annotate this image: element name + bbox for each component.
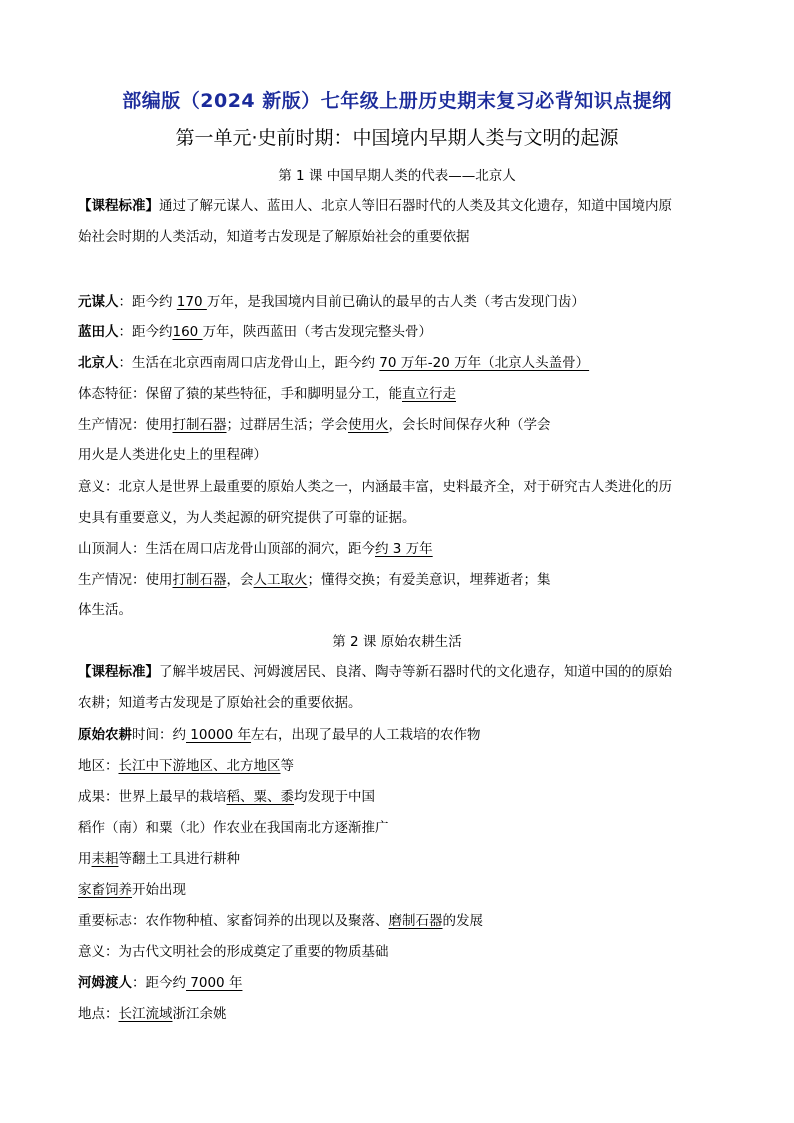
yuanmou-line xyxy=(78,290,585,310)
text: 浙江余姚 xyxy=(172,1006,227,1022)
tools-line xyxy=(78,847,240,867)
text: 重要标志：农作物种植、家畜饲养的出现以及聚落、 xyxy=(78,913,389,929)
text: ：生活在北京西南周口店龙骨山上，距今约 xyxy=(118,355,380,371)
standard-label: 【课程标准】 xyxy=(78,664,159,680)
standard-text: 通过了解元谋人、蓝田人、北京人等旧石器时代的人类及其文化遗存，知道中国境内原 xyxy=(159,198,672,214)
text: 开始出现 xyxy=(132,882,186,898)
text: 成果：世界上最早的栽培 xyxy=(78,789,227,805)
text: 时间：约 xyxy=(132,727,186,743)
farming-line xyxy=(78,723,481,743)
production-line-2-cont: 体生活。 xyxy=(78,602,132,618)
text: ：距今约 xyxy=(118,324,173,340)
text: 地点： xyxy=(78,1006,119,1022)
beijing-label: 北京人 xyxy=(78,355,119,371)
key-point: 约 3 万年 xyxy=(375,541,433,557)
text: 体态特征：保留了猿的某些特征，手和脚明显分工，能 xyxy=(78,386,402,402)
place-line xyxy=(78,1002,227,1022)
text: 地区： xyxy=(78,758,119,774)
standard-label: 【课程标准】 xyxy=(78,198,159,214)
standard-text: 了解半坡居民、河姆渡居民、良渚、陶寺等新石器时代的文化遗存，知道中国的的原始 xyxy=(159,664,672,680)
unit-heading: 第一单元·史前时期：中国境内早期人类与文明的起源 xyxy=(175,127,619,149)
key-point: 磨制石器 xyxy=(388,913,443,929)
key-point: 稻、粟、黍 xyxy=(226,789,294,805)
livestock-line xyxy=(78,878,186,898)
text: 生产情况：使用 xyxy=(78,572,173,588)
text: 等 xyxy=(280,758,294,774)
key-point: 耒耜 xyxy=(91,851,119,867)
text: 的发展 xyxy=(442,913,483,929)
lesson-2-standard-line-2: 农耕；知道考古发现是了原始社会的重要依据。 xyxy=(78,695,362,711)
region-line xyxy=(78,754,294,774)
key-point: 长江中下游地区、北方地区 xyxy=(118,758,281,774)
production-line-2 xyxy=(78,568,551,588)
meaning-line-2: 史具有重要意义，为人类起源的研究提供了可靠的证据。 xyxy=(78,510,416,526)
text: 用 xyxy=(78,851,92,867)
text: 万年，是我国境内目前已确认的最早的古人类（考古发现门齿） xyxy=(206,294,585,310)
meaning-line: 意义：为古代文明社会的形成奠定了重要的物质基础 xyxy=(78,944,389,960)
key-point: 使用火 xyxy=(348,417,389,433)
lesson-1-heading: 第 1 课 中国早期人类的代表——北京人 xyxy=(278,168,516,184)
sign-line xyxy=(78,909,483,929)
key-point: 10000 年 xyxy=(186,727,252,743)
key-point: 7000 年 xyxy=(186,975,243,991)
key-point: 70 万年-20 万年（北京人头盖骨） xyxy=(379,355,590,371)
key-point: 长江流域 xyxy=(118,1006,173,1022)
key-point: 打制石器 xyxy=(172,417,227,433)
key-point: 170 xyxy=(176,294,207,310)
key-point: 打制石器 xyxy=(172,572,227,588)
crops-line: 稻作（南）和粟（北）作农业在我国南北方逐渐推广 xyxy=(78,820,389,836)
document-title: 部编版（2024 新版）七年级上册历史期末复习必背知识点提纲 xyxy=(122,90,672,112)
lantian-line xyxy=(78,320,432,340)
result-line xyxy=(78,785,375,805)
text: ：距今约 xyxy=(118,294,177,310)
text: 等翻土工具进行耕种 xyxy=(118,851,240,867)
hemudu-label: 河姆渡人 xyxy=(78,975,132,991)
text: 万年，陕西蓝田（考古发现完整头骨） xyxy=(202,324,433,340)
text: ，会 xyxy=(226,572,254,588)
farming-label: 原始农耕 xyxy=(78,727,132,743)
text: 左右，出现了最早的人工栽培的农作物 xyxy=(251,727,481,743)
beijing-line xyxy=(78,351,589,371)
text: 均发现于中国 xyxy=(294,789,375,805)
yuanmou-label: 元谋人 xyxy=(78,294,119,310)
text: 生产情况：使用 xyxy=(78,417,173,433)
production-line-1 xyxy=(78,413,551,433)
hemudu-line xyxy=(78,971,242,991)
lesson-2-standard-line-1 xyxy=(78,660,672,680)
text: ：距今约 xyxy=(132,975,186,991)
body-feature-line xyxy=(78,382,456,402)
production-line-1-cont: 用火是人类进化史上的里程碑） xyxy=(78,447,267,463)
text: ，会长时间保存火种（学会 xyxy=(388,417,551,433)
key-point: 160 xyxy=(172,324,203,340)
lantian-label: 蓝田人 xyxy=(78,324,119,340)
key-point: 直立行走 xyxy=(402,386,456,402)
key-point: 家畜饲养 xyxy=(78,882,132,898)
lesson-1-standard-line-1 xyxy=(78,194,672,214)
text: ；过群居生活；学会 xyxy=(226,417,348,433)
meaning-line-1: 意义：北京人是世界上最重要的原始人类之一，内涵最丰富，史料最齐全，对于研究古人类进化的历 xyxy=(78,479,672,495)
text: ；懂得交换；有爱美意识，埋葬逝者；集 xyxy=(307,572,551,588)
text: 山顶洞人：生活在周口店龙骨山顶部的洞穴，距今 xyxy=(78,541,375,557)
lesson-2-heading: 第 2 课 原始农耕生活 xyxy=(332,634,462,650)
lesson-1-standard-line-2: 始社会时期的人类活动，知道考古发现是了解原始社会的重要依据 xyxy=(78,229,470,245)
shanding-line xyxy=(78,537,433,557)
key-point: 人工取火 xyxy=(253,572,308,588)
